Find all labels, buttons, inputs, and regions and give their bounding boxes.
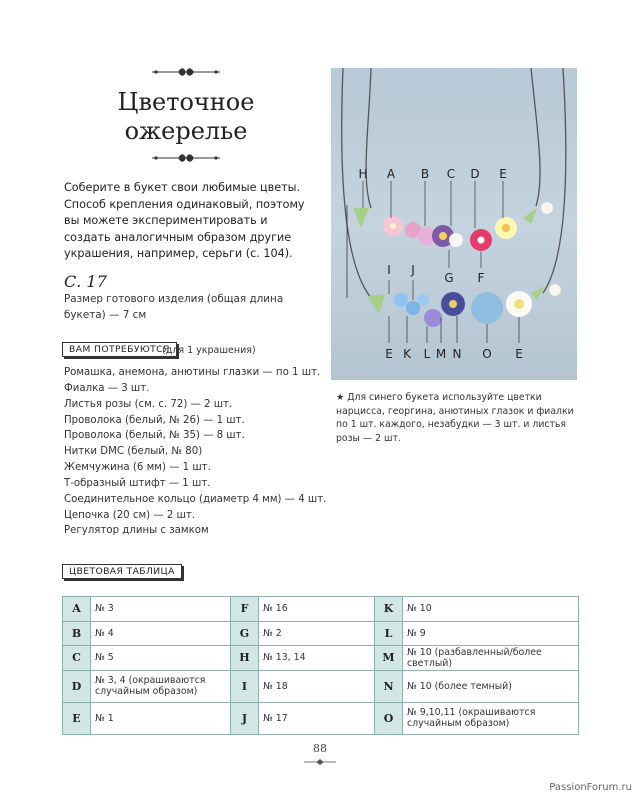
list-item: Фиалка — 3 шт. — [64, 382, 150, 394]
photo-label-o: O — [482, 347, 492, 361]
page-title — [100, 88, 272, 146]
table-cell-key: L — [375, 621, 403, 646]
photo-label-d: D — [470, 167, 480, 181]
list-item: Цепочка (20 см) — 2 шт. — [64, 509, 196, 521]
table-cell-value: № 10 — [403, 597, 579, 622]
table-row — [63, 621, 579, 646]
table-cell-key: C — [63, 646, 91, 671]
table-cell-value: № 9 — [403, 621, 579, 646]
photo-label-n: N — [452, 347, 462, 361]
table-cell-key: K — [375, 597, 403, 622]
watermark: PassionForum.ru — [549, 782, 632, 793]
photo-label-g: G — [444, 271, 454, 285]
table-cell-value: № 4 — [91, 621, 231, 646]
list-item: Т-образный штифт — 1 шт. — [64, 477, 211, 489]
table-cell-key: M — [375, 646, 403, 671]
photo-caption: ★ Для синего букета используйте цветки нарцисса, георгина, анютиных глазок и фиалки по 1 шт. каждого, незабудки — 3 шт. и листья розы — 2 шт. — [336, 392, 574, 444]
table-cell-key: D — [63, 670, 91, 702]
photo-label-l: L — [423, 347, 431, 361]
list-item: Ромашка, анемона, анютины глазки — по 1 шт. — [64, 367, 321, 378]
table-cell-value: № 3, 4 (окрашиваются случайным образом) — [91, 670, 231, 702]
photo-label-h: H — [358, 167, 368, 181]
photo-label-m: M — [435, 347, 447, 361]
table-cell-key: B — [63, 621, 91, 646]
materials-note: (для 1 украшения) — [162, 345, 256, 356]
photo-label-f: F — [477, 271, 485, 285]
table-cell-key: H — [231, 646, 259, 671]
list-item: Жемчужина (6 мм) — 1 шт. — [64, 462, 211, 474]
list-item: Нитки DMC (белый, № 80) — [64, 446, 203, 458]
table-row — [63, 702, 579, 734]
photo-label-c: C — [446, 167, 456, 181]
photo-label-b: B — [420, 167, 430, 181]
photo-label-a: A — [386, 167, 396, 181]
photo-page-reference: С. 17 — [64, 272, 107, 291]
table-row — [63, 646, 579, 671]
title-line-1: Цветочное — [117, 88, 255, 116]
table-cell-value: № 2 — [259, 621, 375, 646]
table-cell-key: E — [63, 702, 91, 734]
table-cell-value: № 10 (более темный) — [403, 670, 579, 702]
table-cell-key: O — [375, 702, 403, 734]
finished-size: Размер готового изделия (общая длина букета) — 7 см — [64, 293, 284, 321]
table-cell-value: № 9,10,11 (окрашиваются случайным образом) — [403, 702, 579, 734]
table-cell-key: G — [231, 621, 259, 646]
table-cell-value: № 18 — [259, 670, 375, 702]
list-item: Проволока (белый, № 35) — 8 шт. — [64, 430, 245, 442]
list-item: Листья розы (см. с. 72) — 2 шт. — [64, 398, 233, 410]
list-item: Проволока (белый, № 26) — 1 шт. — [64, 414, 245, 426]
color-table — [62, 596, 579, 735]
necklace-photo — [331, 68, 577, 380]
photo-label-e2: E — [385, 347, 393, 361]
top-ornament — [150, 66, 222, 78]
table-cell-value: № 17 — [259, 702, 375, 734]
photo-label-j: J — [411, 263, 415, 277]
table-cell-key: J — [231, 702, 259, 734]
photo-label-e3: E — [515, 347, 523, 361]
photo-label-k: K — [403, 347, 411, 361]
table-cell-value: № 13, 14 — [259, 646, 375, 671]
materials-list — [64, 365, 334, 539]
table-cell-key: A — [63, 597, 91, 622]
page-number-ornament — [300, 758, 340, 766]
table-row — [63, 670, 579, 702]
table-cell-value: № 1 — [91, 702, 231, 734]
table-cell-key: F — [231, 597, 259, 622]
necklace-illustration — [331, 68, 577, 380]
page-number: 88 — [313, 742, 327, 755]
table-cell-key: N — [375, 670, 403, 702]
table-cell-value: № 10 (разбавленный/более светлый) — [403, 646, 579, 671]
table-row — [63, 597, 579, 622]
intro-paragraph: Соберите в букет свои любимые цветы. Способ крепления одинаковый, поэтому вы можете экспериментировать и создать аналогичным образом другие украшения, например, серьги (с. 104). — [64, 181, 305, 260]
list-item: Соединительное кольцо (диаметр 4 мм) — 4 шт. — [64, 493, 327, 505]
title-line-2: ожерелье — [124, 117, 248, 145]
bottom-ornament — [150, 152, 222, 164]
photo-label-e: E — [499, 167, 507, 181]
list-item: Регулятор длины с замком — [64, 525, 209, 537]
table-cell-value: № 5 — [91, 646, 231, 671]
color-table-heading: ЦВЕТОВАЯ ТАБЛИЦА — [62, 564, 182, 579]
materials-heading: ВАМ ПОТРЕБУЮТСЯ — [62, 342, 177, 357]
table-cell-value: № 16 — [259, 597, 375, 622]
table-cell-value: № 3 — [91, 597, 231, 622]
photo-label-i: I — [387, 263, 391, 277]
table-cell-key: I — [231, 670, 259, 702]
